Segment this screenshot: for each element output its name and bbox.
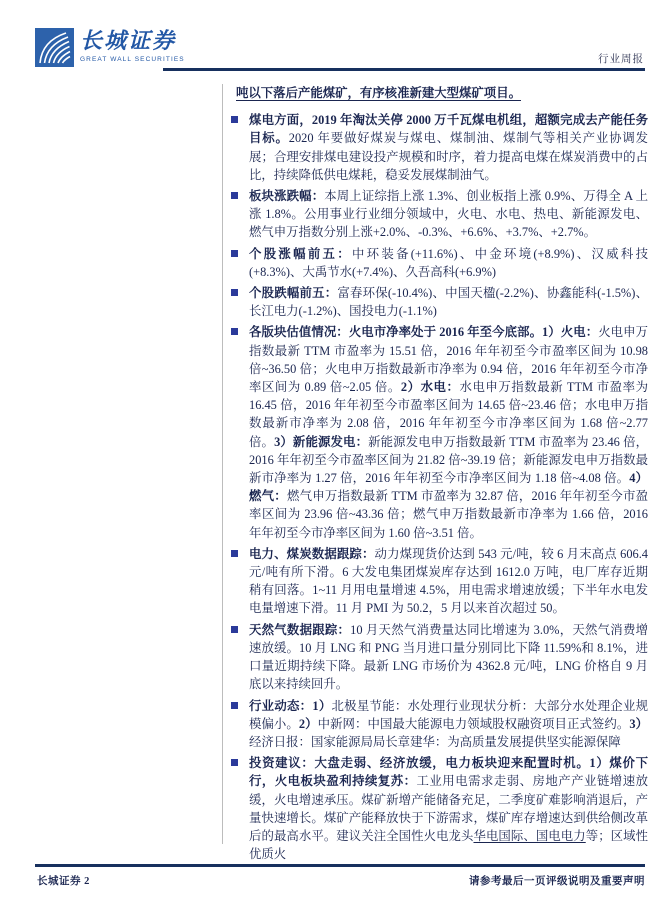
- text-segment: 2020 年要做好煤炭与煤电、煤制油、煤制气等相关产业协调发展；合理安排煤电建设投产规模和时序，着力提高电煤在煤炭消费中的占比，持续降低供电煤耗，稳妥发展煤制油气。: [249, 131, 648, 182]
- bullet-square-icon: [231, 626, 238, 633]
- text-segment: 新能源发电申万指数最新 TTM 市盈率为 23.46 倍，2016 年年初至今市盈率区间为 21.82 倍~39.19 倍；新能源发电申万指数最新市净率为 1.27 倍，2016 年年初至今市净率区间为 1.18 倍~4.08 倍。: [249, 434, 648, 486]
- text-segment: 个股跌幅前五：: [249, 286, 338, 301]
- text-segment: 2）水电：: [400, 380, 460, 395]
- text-segment: 中新网：中国最大能源电力领域股权融资项目正式签约。: [317, 716, 630, 731]
- bullet-item: [249, 545, 648, 618]
- bullet-item: [249, 245, 648, 281]
- text-segment: 天然气数据跟踪：: [249, 622, 351, 637]
- text-segment: 个股涨幅前五：: [249, 246, 352, 261]
- great-wall-logo: [35, 28, 185, 67]
- text-segment: 10 月天然气消费量达同比增速为 3.0%，天然气消费增速放缓。10 月 LNG 和 PNG 当月进口量分别同比下降 11.59%和 8.1%，进口量近期持续下降。最新 LNG 市场价为 4362.8 元/吨，LNG 价格自 9 月底以来持续回升。: [249, 622, 648, 692]
- text-segment: 等；区域性优质火: [249, 828, 649, 862]
- text-segment: 火电申万指数最新 TTM 市盈率为 15.51 倍，2016 年年初至今市盈率区间为 10.98 倍~36.50 倍；火电申万指数最新市净率为 0.94 倍，2016 年年初至今市净率区间为 0.89 倍~2.05 倍。: [249, 325, 649, 395]
- text-segment: 行业动态：: [249, 698, 313, 713]
- text-segment: 动力煤现货价达到 543 元/吨，较 6 月末高点 606.4 元/吨有所下滑。6 大发电集团煤炭库存达到 1612.0 万吨，电厂库存近期稍有回落。1~11 月用电量增速 4.5%，用电需求增速放缓；下半年水电发电量增速下滑。11 月 PMI 为 50.2，5 月以来首次超过 50。: [249, 546, 648, 616]
- header-rule: [163, 68, 645, 71]
- bullet-square-icon: [231, 289, 238, 296]
- bullet-square-icon: [231, 328, 238, 335]
- text-segment: 本周上证综指上涨 1.3%、创业板指上涨 0.9%、万得全 A 上涨 1.8%。公用事业行业细分领域中，火电、水电、热电、新能源发电、燃气申万指数分别上涨+2.0%、-0.3%、+6.6%、+3.7%、+2.7%。: [249, 189, 649, 240]
- brand-name-cn: 长城证券: [80, 28, 177, 53]
- bullet-square-icon: [231, 550, 238, 557]
- bullet-square-icon: [231, 702, 238, 709]
- text-segment: 3）: [629, 716, 649, 731]
- bullet-item: [249, 284, 648, 320]
- bullet-item: [249, 754, 648, 863]
- bullet-item: [249, 187, 648, 242]
- bullet-list: [249, 111, 648, 863]
- text-segment: 4）燃气：: [249, 471, 649, 504]
- report-type-label: 行业周报: [598, 54, 644, 65]
- text-segment: 板块涨跌幅：: [249, 189, 325, 204]
- text-segment: 煤电方面，2019 年淘汰关停 2000 万千瓦煤电机组，超额完成去产能任务目标。: [249, 113, 648, 146]
- text-segment: 富春环保(-10.4%)、中国天楹(-2.2%)、协鑫能科(-1.5%)、长江电力(-1.2%)、国投电力(-1.1%): [249, 286, 649, 319]
- text-segment: 1）: [312, 698, 332, 713]
- text-segment: 水电申万指数最新 TTM 市盈率为 16.45 倍，2016 年年初至今市盈率区间为 14.65 倍~23.46 倍；水电申万指数最新市净率为 2.08 倍，2016 年年初至今市净率区间为 1.68 倍~2.77 倍。: [249, 380, 648, 449]
- bullet-square-icon: [231, 250, 238, 257]
- text-segment: 中环装备(+11.6%)、中金环境(+8.9%)、汉威科技(+8.3%)、大禹节水(+7.4%)、久吾高科(+6.9%): [249, 246, 648, 279]
- footer-brand: 长城证券: [37, 876, 81, 887]
- text-segment: 电力、煤炭数据跟踪：: [249, 546, 375, 561]
- text-segment: 各版块估值情况：火电市净率处于 2016 年至今底部。1）火电：: [249, 325, 599, 340]
- text-segment: 北极星节能：水处理行业现状分析：大部分水处理企业规模偏小。: [249, 698, 649, 731]
- text-segment: 经济日报：国家能源局局长章建华：为高质量发展提供坚实能源保障: [249, 734, 621, 749]
- footer-disclaimer: 请参考最后一页评级说明及重要声明: [469, 876, 645, 887]
- bullet-item: [249, 111, 648, 184]
- great-wall-logo-icon: [35, 28, 74, 67]
- text-segment: 3）新能源发电：: [274, 434, 369, 449]
- lead-sentence: 吨以下落后产能煤矿，有序核准新建大型煤矿项目。: [236, 86, 521, 100]
- footer-rule: [35, 864, 645, 867]
- bullet-item: [249, 323, 648, 541]
- text-segment: 工业用电需求走弱、房地产产业链增速放缓，火电增速承压。煤矿新增产能储备充足，二季度矿难影响消退后，产量快速增长。煤矿产能释放快于下游需求，煤矿库存增速达到供给侧改革后的最高水平。建议关注全国性火电龙头: [249, 774, 649, 843]
- footer-brand-page: [37, 873, 90, 888]
- text-segment: 燃气申万指数最新 TTM 市盈率为 32.87 倍，2016 年年初至今市盈率区间为 23.96 倍~43.36 倍；燃气申万指数最新市净率为 1.66 倍，2016 年年初至今市净率区间为 1.60 倍~3.51 倍。: [249, 489, 649, 540]
- footer-page-number: 2: [84, 876, 90, 887]
- brand-name-en: GREAT WALL SECURITIES: [80, 56, 185, 64]
- text-segment: 2）: [298, 716, 318, 731]
- bullet-square-icon: [231, 192, 238, 199]
- brand-text: [80, 28, 185, 64]
- bullet-item: [249, 621, 648, 694]
- text-segment: 华电国际、国电电力: [473, 828, 586, 843]
- bullet-item: [249, 697, 648, 752]
- bullet-square-icon: [231, 759, 238, 766]
- report-body: [236, 84, 649, 866]
- text-segment: 投资建议：大盘走弱、经济放缓，电力板块迎来配置时机。1）煤价下行，火电板块盈利持续复苏：: [249, 756, 648, 789]
- content-side-rule: [222, 84, 223, 844]
- bullet-square-icon: [231, 116, 238, 123]
